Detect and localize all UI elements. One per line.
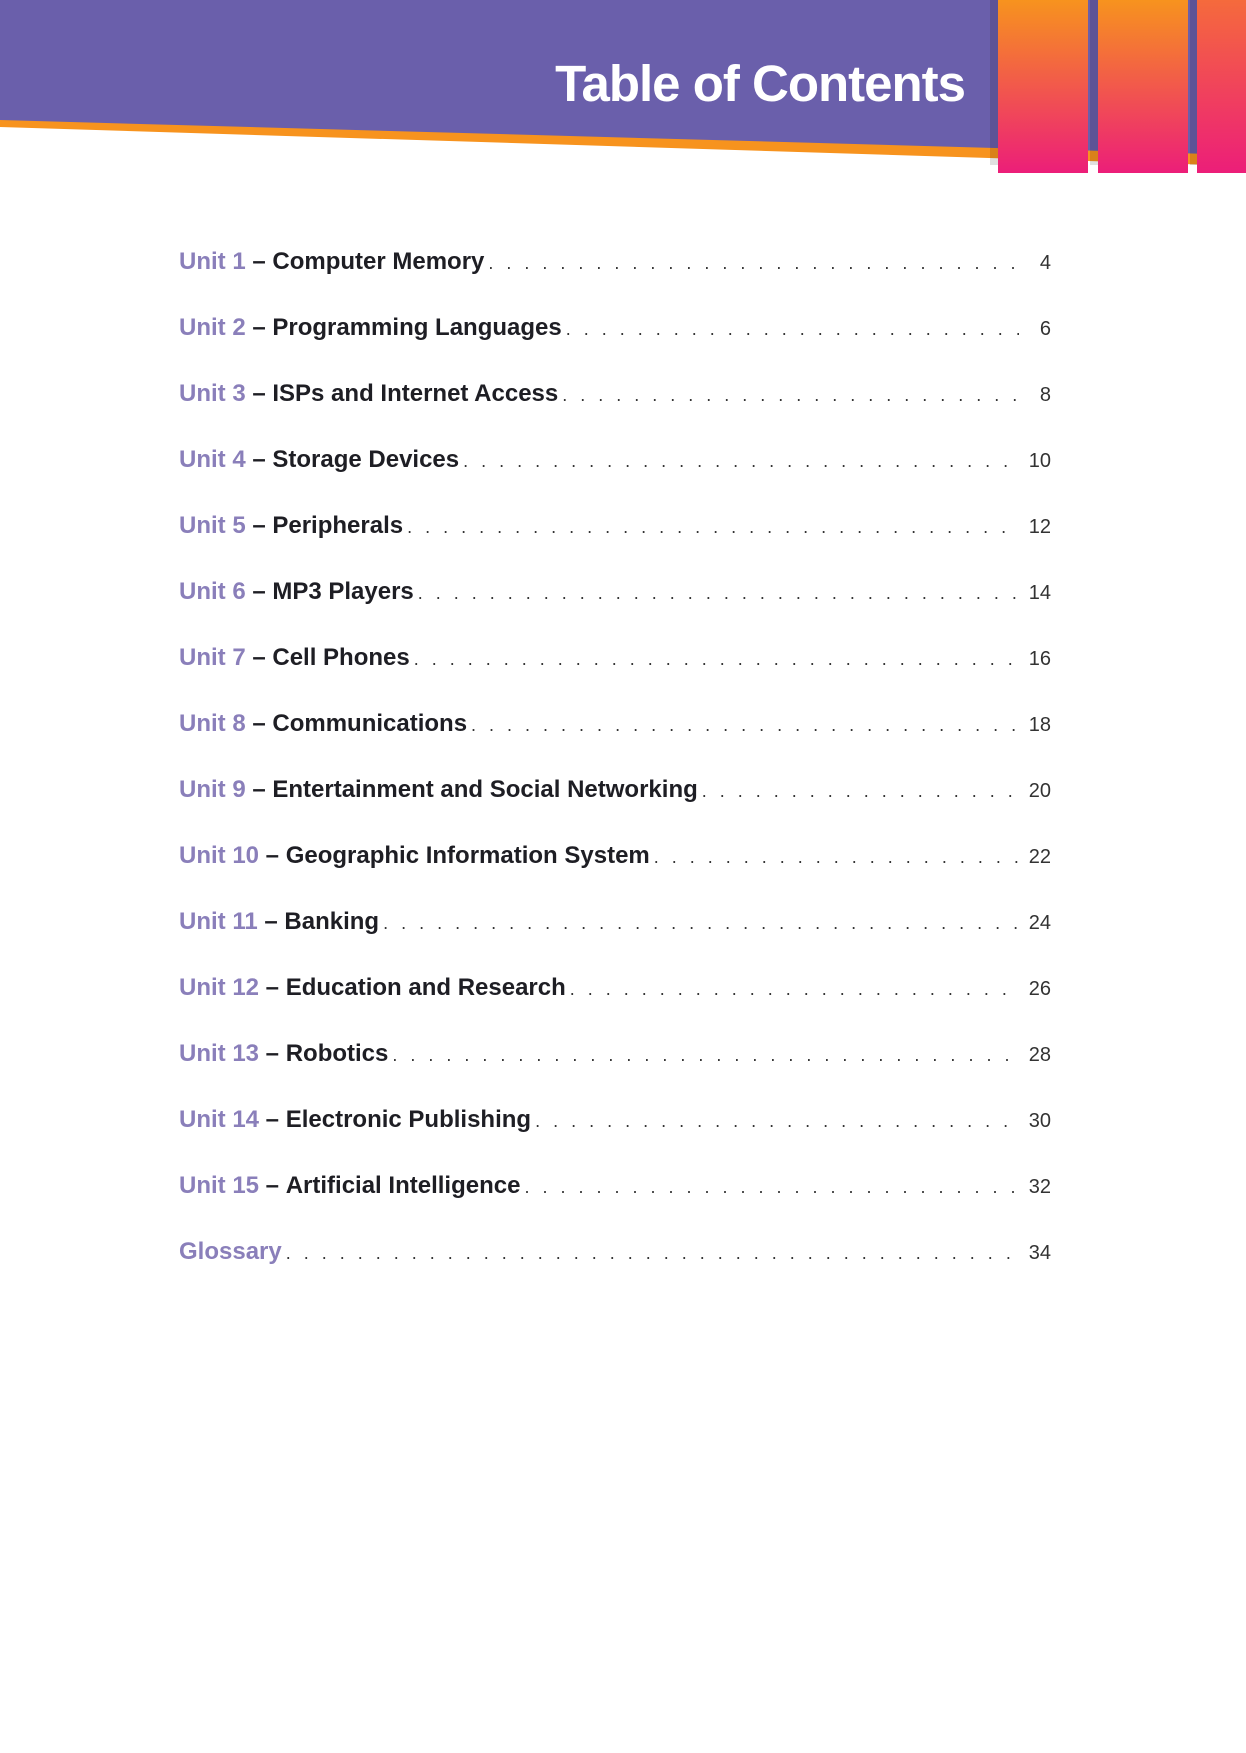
toc-entry[interactable]: [179, 907, 1051, 973]
toc-unit-label: Unit 8: [179, 710, 246, 737]
toc-unit-label: Unit 13: [179, 1040, 260, 1067]
toc-dot-leader: [471, 710, 1019, 740]
toc-unit-label: Unit 14: [179, 1106, 260, 1133]
toc-separator: –: [245, 314, 273, 341]
toc-page-number: 34: [1028, 1242, 1051, 1264]
toc-dot-leader: [562, 380, 1019, 410]
toc-dot-leader: [418, 578, 1019, 608]
toc-unit-label: Unit 12: [179, 974, 260, 1001]
toc-unit-label: Unit 15: [179, 1172, 260, 1199]
header-banner: [0, 0, 1246, 180]
toc-page-number: 22: [1028, 846, 1051, 868]
toc-unit-label: Unit 1: [179, 248, 246, 275]
toc-dot-leader: [654, 842, 1019, 872]
toc-unit-label: Unit 4: [179, 446, 246, 473]
toc-page-number: 4: [1039, 252, 1051, 274]
toc-separator: –: [259, 1172, 286, 1199]
toc-separator: –: [245, 710, 273, 737]
toc-unit-label: Unit 11: [179, 908, 258, 935]
toc-separator: –: [245, 248, 273, 275]
toc-unit-label: Unit 3: [179, 380, 246, 407]
toc-entry[interactable]: [179, 379, 1051, 445]
toc-unit-label: Unit 10: [179, 842, 260, 869]
toc-dot-leader: [524, 1172, 1018, 1202]
toc-unit-label: Unit 7: [179, 644, 246, 671]
toc-topic-title: Artificial Intelligence: [285, 1172, 521, 1199]
toc-page-number: 6: [1039, 318, 1051, 340]
toc-separator: –: [259, 1106, 286, 1133]
toc-dot-leader: [383, 908, 1019, 938]
toc-separator: –: [259, 974, 286, 1001]
toc-unit-label: Unit 9: [179, 776, 246, 803]
toc-entry[interactable]: [179, 1039, 1051, 1105]
toc-topic-title: Entertainment and Social Networking: [272, 776, 698, 803]
toc-page-number: 8: [1039, 384, 1051, 406]
toc-page-number: 28: [1028, 1044, 1051, 1066]
toc-entry[interactable]: [179, 313, 1051, 379]
toc-entry[interactable]: [179, 643, 1051, 709]
page-title: Table of Contents: [555, 55, 965, 112]
toc-entry[interactable]: [179, 973, 1051, 1039]
toc-topic-title: Communications: [272, 710, 468, 737]
toc-topic-title: ISPs and Internet Access: [272, 380, 559, 407]
toc-dot-leader: [570, 974, 1019, 1004]
header-bar-shadow-3: [1190, 0, 1197, 165]
toc-separator: –: [245, 776, 273, 803]
header-bar-3: [1197, 0, 1246, 173]
toc-dot-leader: [702, 776, 1019, 806]
header-bar-shadow-2: [1090, 0, 1098, 165]
toc-topic-title: Peripherals: [272, 512, 404, 539]
toc-entry[interactable]: [179, 1105, 1051, 1171]
toc-page-number: 14: [1028, 582, 1051, 604]
toc-topic-title: Storage Devices: [272, 446, 460, 473]
toc-dot-leader: [407, 512, 1019, 542]
toc-page-number: 20: [1028, 780, 1051, 802]
toc-page-number: 26: [1028, 978, 1051, 1000]
toc-dot-leader: [535, 1106, 1019, 1136]
toc-topic-title: MP3 Players: [272, 578, 414, 605]
toc-page-number: 16: [1028, 648, 1051, 670]
toc-entry[interactable]: [179, 1171, 1051, 1237]
toc-entry[interactable]: [179, 1237, 1051, 1303]
toc-page-number: 32: [1028, 1176, 1051, 1198]
toc-topic-title: Robotics: [285, 1040, 389, 1067]
toc-entry[interactable]: [179, 841, 1051, 907]
toc-entry[interactable]: [179, 445, 1051, 511]
toc-unit-label: Unit 2: [179, 314, 246, 341]
toc-topic-title: Geographic Information System: [285, 842, 650, 869]
toc-separator: –: [259, 842, 286, 869]
toc-separator: –: [245, 512, 273, 539]
toc-separator: –: [245, 578, 273, 605]
toc-page-number: 24: [1028, 912, 1051, 934]
toc-unit-label: Unit 5: [179, 512, 246, 539]
table-of-contents: [179, 247, 1051, 1303]
toc-page-number: 18: [1028, 714, 1051, 736]
toc-separator: –: [259, 1040, 286, 1067]
toc-dot-leader: [286, 1238, 1019, 1268]
header-bar-2: [1098, 0, 1188, 173]
toc-separator: –: [257, 908, 285, 935]
toc-entry[interactable]: [179, 577, 1051, 643]
toc-topic-title: Computer Memory: [272, 248, 485, 275]
toc-dot-leader: [392, 1040, 1018, 1070]
toc-entry[interactable]: [179, 247, 1051, 313]
toc-dot-leader: [463, 446, 1019, 476]
toc-separator: –: [245, 446, 273, 473]
toc-topic-title: Cell Phones: [272, 644, 410, 671]
toc-entry[interactable]: [179, 775, 1051, 841]
toc-unit-label: Glossary: [179, 1238, 282, 1265]
toc-unit-label: Unit 6: [179, 578, 246, 605]
toc-topic-title: Electronic Publishing: [285, 1106, 532, 1133]
toc-page-number: 30: [1028, 1110, 1051, 1132]
toc-dot-leader: [414, 644, 1019, 674]
toc-entry[interactable]: [179, 709, 1051, 775]
toc-separator: –: [245, 380, 273, 407]
toc-dot-leader: [566, 314, 1019, 344]
toc-page-number: 10: [1028, 450, 1051, 472]
toc-topic-title: Education and Research: [285, 974, 566, 1001]
toc-separator: –: [245, 644, 273, 671]
toc-page-number: 12: [1028, 516, 1051, 538]
toc-dot-leader: [488, 248, 1019, 278]
toc-topic-title: Programming Languages: [272, 314, 562, 341]
header-bar-1: [998, 0, 1088, 173]
toc-topic-title: Banking: [284, 908, 380, 935]
toc-entry[interactable]: [179, 511, 1051, 577]
